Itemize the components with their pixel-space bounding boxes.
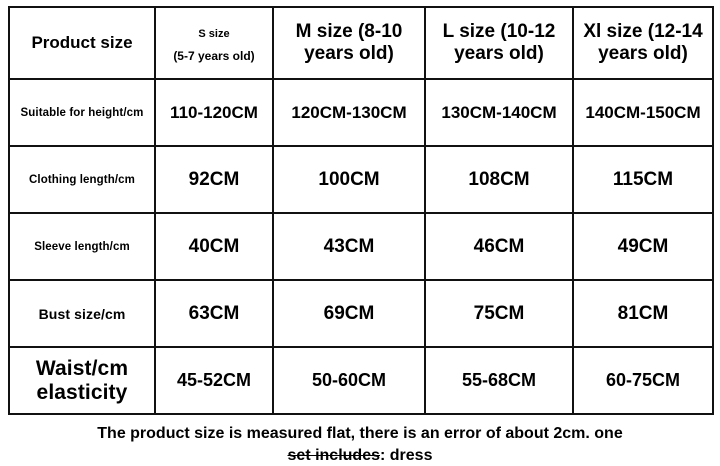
value-clothing-length-s: 92CM bbox=[188, 168, 240, 190]
size-xl-header bbox=[578, 21, 708, 66]
cell-height-s bbox=[155, 79, 273, 146]
value-sleeve-length-xl: 49CM bbox=[617, 235, 669, 257]
row-label-height: Suitable for height/cm bbox=[20, 106, 144, 119]
size-m-header bbox=[278, 21, 420, 66]
value-waist-s: 45-52CM bbox=[176, 370, 252, 390]
value-height-xl: 140CM-150CM bbox=[585, 102, 701, 122]
value-clothing-length-xl: 115CM bbox=[612, 168, 674, 190]
size-s-age: (5-7 years old) bbox=[173, 48, 255, 63]
row-label-clothing-length: Clothing length/cm bbox=[29, 173, 135, 186]
size-l-code: L size (10-12 bbox=[442, 20, 556, 42]
cell-waist-l bbox=[425, 347, 573, 414]
value-height-s: 110-120CM bbox=[170, 102, 258, 122]
footer-note bbox=[8, 423, 712, 466]
table-row bbox=[9, 213, 713, 280]
cell-clothing-length-s bbox=[155, 146, 273, 213]
cell-sleeve-length-s bbox=[155, 213, 273, 280]
cell-clothing-length-l bbox=[425, 146, 573, 213]
row-label-cell-waist bbox=[9, 347, 155, 414]
row-label-sleeve-length: Sleeve length/cm bbox=[34, 240, 130, 253]
value-waist-xl: 60-75CM bbox=[605, 370, 681, 390]
footer-note-rest-text: : dress bbox=[380, 446, 433, 464]
value-waist-l: 55-68CM bbox=[461, 370, 537, 390]
size-xl-age: years old) bbox=[598, 43, 688, 64]
value-height-m: 120CM-130CM bbox=[291, 102, 407, 122]
value-sleeve-length-s: 40CM bbox=[188, 235, 240, 257]
table-row bbox=[9, 347, 713, 414]
header-cell-size-m bbox=[273, 7, 425, 79]
cell-sleeve-length-xl bbox=[573, 213, 713, 280]
table-header-row bbox=[9, 7, 713, 79]
row-label-cell-clothing-length bbox=[9, 146, 155, 213]
cell-bust-s bbox=[155, 280, 273, 347]
cell-clothing-length-xl bbox=[573, 146, 713, 213]
cell-sleeve-length-m bbox=[273, 213, 425, 280]
cell-height-xl bbox=[573, 79, 713, 146]
value-bust-xl: 81CM bbox=[617, 302, 669, 324]
size-chart-table bbox=[8, 6, 714, 415]
header-cell-size-s bbox=[155, 7, 273, 79]
size-s-code: S size bbox=[198, 27, 230, 40]
value-bust-s: 63CM bbox=[188, 302, 240, 324]
value-clothing-length-m: 100CM bbox=[318, 168, 380, 190]
cell-bust-l bbox=[425, 280, 573, 347]
row-label-bust: Bust size/cm bbox=[38, 305, 126, 322]
value-bust-l: 75CM bbox=[473, 302, 525, 324]
value-clothing-length-l: 108CM bbox=[468, 168, 530, 190]
row-label-cell-height bbox=[9, 79, 155, 146]
row-label-cell-bust bbox=[9, 280, 155, 347]
size-s-header bbox=[160, 23, 268, 64]
size-m-code: M size (8-10 bbox=[295, 20, 403, 42]
size-m-age: years old) bbox=[304, 43, 394, 64]
header-cell-size-xl bbox=[573, 7, 713, 79]
cell-waist-s bbox=[155, 347, 273, 414]
size-l-header bbox=[430, 21, 568, 66]
footer-note-struck-text: set includes bbox=[287, 446, 380, 464]
value-bust-m: 69CM bbox=[323, 302, 375, 324]
cell-waist-xl bbox=[573, 347, 713, 414]
cell-clothing-length-m bbox=[273, 146, 425, 213]
cell-height-m bbox=[273, 79, 425, 146]
row-label-waist bbox=[14, 357, 150, 403]
cell-bust-m bbox=[273, 280, 425, 347]
table-row bbox=[9, 146, 713, 213]
value-sleeve-length-m: 43CM bbox=[323, 235, 375, 257]
value-height-l: 130CM-140CM bbox=[441, 102, 557, 122]
header-cell-product-size bbox=[9, 7, 155, 79]
row-label-waist-line1: Waist/cm bbox=[35, 357, 129, 381]
row-label-waist-line2: elasticity bbox=[36, 380, 128, 404]
size-xl-code: Xl size (12-14 bbox=[583, 20, 703, 42]
product-size-label: Product size bbox=[31, 33, 133, 53]
footer-note-line1: The product size is measured flat, there is an error of about 2cm. one bbox=[97, 425, 623, 442]
value-sleeve-length-l: 46CM bbox=[473, 235, 525, 257]
row-label-cell-sleeve-length bbox=[9, 213, 155, 280]
header-cell-size-l bbox=[425, 7, 573, 79]
cell-height-l bbox=[425, 79, 573, 146]
size-l-age: years old) bbox=[454, 43, 544, 64]
footer-note-line2 bbox=[14, 445, 706, 466]
cell-waist-m bbox=[273, 347, 425, 414]
table-row bbox=[9, 79, 713, 146]
value-waist-m: 50-60CM bbox=[311, 370, 387, 390]
cell-bust-xl bbox=[573, 280, 713, 347]
table-row bbox=[9, 280, 713, 347]
cell-sleeve-length-l bbox=[425, 213, 573, 280]
